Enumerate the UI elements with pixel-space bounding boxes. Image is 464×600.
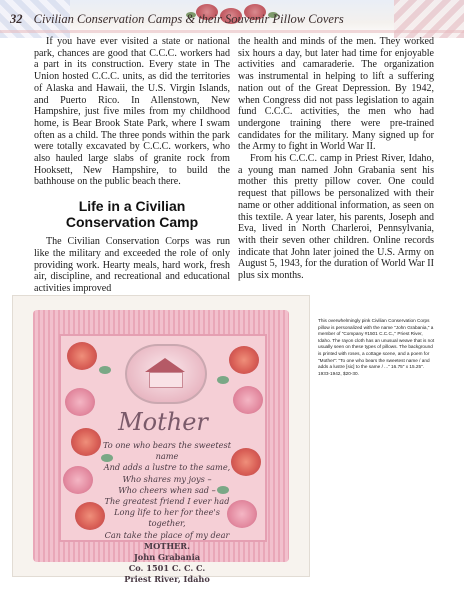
rose-print (63, 466, 93, 494)
cottage-roof (145, 358, 185, 372)
poem-line: Long life to her for thee's together, (114, 507, 220, 529)
rose-print (67, 342, 97, 370)
left-column (34, 36, 230, 295)
pillow-poem (99, 440, 235, 586)
poem-line: Can take the place of my dear (104, 529, 230, 540)
pillow-cover (33, 310, 289, 585)
rose-print (65, 388, 95, 416)
body-paragraph: From his C.C.C. camp in Priest River, Idaho, a young man named John Grabania sent his mother this pretty pillow cover. One could request that pillows be personalized with their name or other additional information, as seen on this textile. A year later, his parents, Joseph and Eva, lived in North Charleroi, Pennsylvania, with their seven other children. Online records indicate that John later joined the U.S. Army on August 5, 1943, for the duration of World War II plus six months. (238, 153, 434, 282)
leaf-print (99, 366, 111, 374)
rose-print (233, 386, 263, 414)
rose-print (231, 448, 261, 476)
poem-line: Who shares my joys – (122, 473, 212, 484)
poem-signature: MOTHER. (144, 540, 190, 551)
photo-caption: This overwhelmingly pink Civilian Conservation Corps pillow is personalized with the name "John Grabania," a member of "Company #1501 C.C.C.," Priest River, Idaho. The rayon cloth has an unusual weave that is not usually seen on these types of pillows. The background is printed with roses, a cottage scene, and a poem for "Mother": "To one who bears the sweetest name / and adds a lustre [sic] to the same / ..." 16.75" x 15.25". 1933-1942, $20-30. (318, 318, 435, 376)
personal-name: John Grabania (133, 552, 201, 563)
cottage-scene (125, 344, 207, 404)
right-column (238, 36, 434, 282)
rose-print (71, 428, 101, 456)
company-number: Co. 1501 C. C. C. (128, 563, 206, 574)
poem-line: To one who bears the sweetest name (102, 440, 232, 462)
pillow-title: Mother (118, 408, 208, 436)
cottage-house (149, 372, 183, 388)
poem-line: And adds a lustre to the same, (103, 462, 231, 473)
camp-location: Priest River, Idaho (124, 574, 210, 585)
running-header (10, 12, 450, 28)
body-paragraph: If you have ever visited a state or national park, chances are good that C.C.C. workers had a part in its construction. Every state in The Union hosted C.C.C. units, as did the territories of Alaska and Hawaii, the U.S. Virgin Islands, and Puerto Rico. In Allenstown, New Hampshire, just five miles from my childhood home, is Bear Brook State Park, where I swam often as a child. The three ponds within the park were totally excavated by C.C.C. workers, who also hauled large slabs of granite rock from Hooksett, New Hampshire, to build the bathhouse on the public beach there. (34, 36, 230, 188)
body-paragraph: the health and minds of the men. They worked six hours a day, but later had time for enjoyable activities and camaraderie. The organization was instrumental in helping to lift a suffering nation out of the Great Depression. By 1942, when Congress did not pass legislation to again fund C.C.C. activities, the men who had undergone training there were pre-trained candidates for the military. Many signed up for the Army to fight in World War II. (238, 36, 434, 153)
poem-line: The greatest friend I ever had (104, 496, 230, 507)
pillow-photo (12, 295, 310, 585)
page-number: 32 (10, 12, 23, 26)
running-title: Civilian Conservation Camps & their Souvenir Pillow Covers (33, 12, 344, 26)
section-heading: Life in a Civilian Conservation Camp (65, 198, 199, 231)
poem-line: Who cheers when sad – (118, 484, 216, 495)
body-paragraph: The Civilian Conservation Corps was run like the military and exceeded the role of only providing work. Hearty meals, hard work, fresh air, discipline, and recreational and educational activities improved (34, 236, 230, 294)
banner-stripe (0, 30, 464, 33)
leaf-print (217, 376, 229, 384)
pillow-center-panel (59, 334, 267, 585)
rose-print (229, 346, 259, 374)
